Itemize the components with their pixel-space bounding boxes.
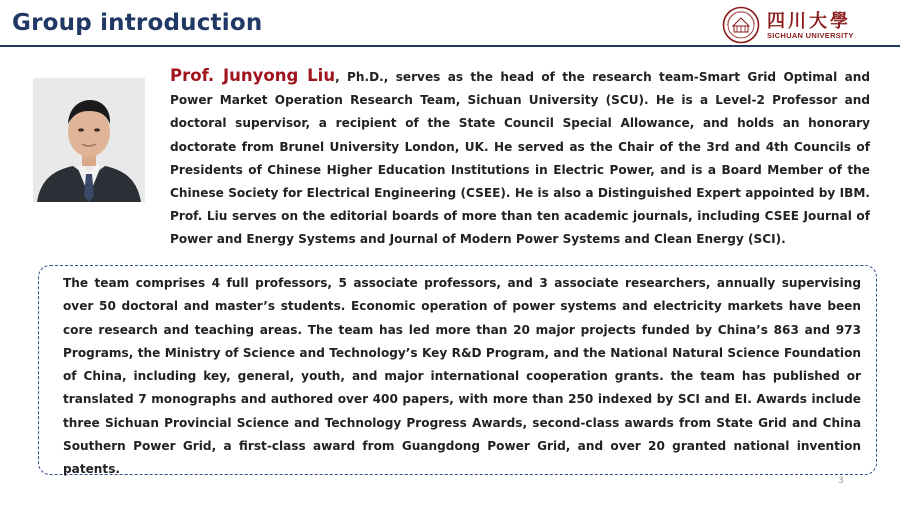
professor-bio [170, 64, 870, 252]
university-name-english: SICHUAN UNIVERSITY [767, 31, 854, 40]
page-number: 3 [838, 476, 844, 486]
team-description: The team comprises 4 full professors, 5 associate professors, and 3 associate researchers, annually supervising over 50 doctoral and master’s students. Economic operation of power systems and electricity markets have been core research and teaching areas. The team has led more than 20 major projects funded by China’s 863 and 973 Programs, the Ministry of Science and Technology’s Key R&D Program, and the National Natural Science Foundation of China, including key, general, youth, and major international cooperation grants. the team has published or translated 7 monographs and authored over 400 papers, with more than 250 indexed by SCI and EI. Awards include three Sichuan Provincial Science and Technology Progress Awards, second-class awards from State Grid and China Southern Power Grid, a first-class award from Guangdong Power Grid, and over 20 granted national invention patents. [63, 276, 861, 477]
professor-portrait-image [33, 78, 145, 202]
professor-portrait [33, 78, 145, 202]
title-divider [0, 45, 900, 47]
professor-bio-text: , Ph.D., serves as the head of the research team-Smart Grid Optimal and Power Market Operation Research Team, Sichuan University (SCU). He is a Level-2 Professor and doctoral supervisor, a recipient of the State Council Special Allowance, and holds an honorary doctorate from Brunel University London, UK. He served as the Chair of the 3rd and 4th Councils of Presidents of Chinese Higher Education Institutions in Electric Power, and is a Board Member of the Chinese Society for Electrical Engineering (CSEE). He is also a Distinguished Expert appointed by IBM. Prof. Liu serves on the editorial boards of more than ten academic journals, including CSEE Journal of Power and Energy Systems and Journal of Modern Power Systems and Clean Energy (SCI). [170, 70, 871, 247]
university-seal-icon [722, 6, 760, 44]
university-logo [722, 6, 892, 44]
professor-name: Prof. Junyong Liu [170, 66, 336, 85]
university-name-chinese: 四川大學 [767, 11, 851, 32]
slide-title: Group introduction [12, 10, 263, 36]
